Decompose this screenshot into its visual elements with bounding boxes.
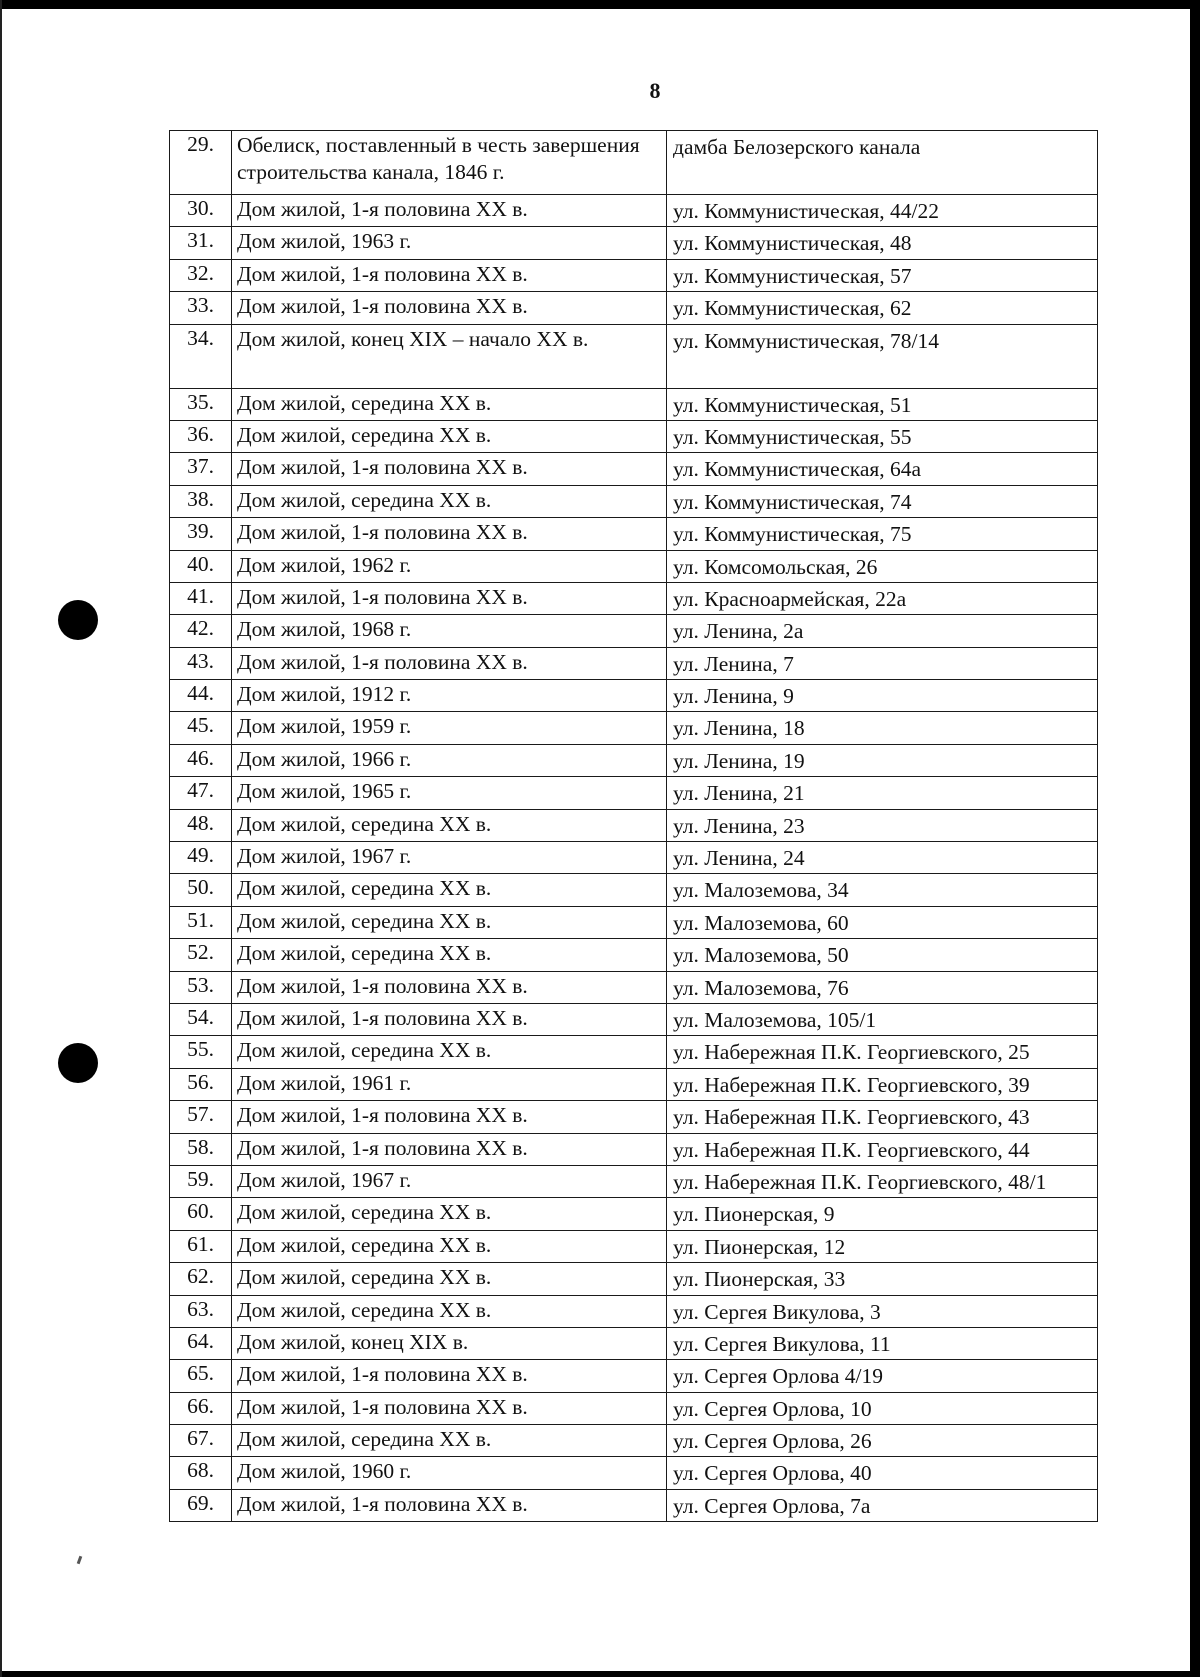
scan-edge-left [0, 0, 2, 1677]
object-address: ул. Ленина, 23 [667, 809, 1098, 841]
object-description: Дом жилой, 1960 г. [232, 1457, 667, 1489]
table-row [170, 777, 1098, 809]
object-description: Дом жилой, середина XX в. [232, 1230, 667, 1262]
object-description: Дом жилой, 1-я половина XX в. [232, 971, 667, 1003]
punch-hole [58, 600, 98, 640]
object-address: ул. Ленина, 9 [667, 680, 1098, 712]
table-row [170, 1392, 1098, 1424]
row-number: 49. [170, 842, 232, 874]
table-row [170, 680, 1098, 712]
object-address: ул. Ленина, 24 [667, 842, 1098, 874]
row-number: 31. [170, 227, 232, 259]
row-number: 43. [170, 647, 232, 679]
row-number: 62. [170, 1263, 232, 1295]
table-row [170, 971, 1098, 1003]
object-address: ул. Набережная П.К. Георгиевского, 39 [667, 1068, 1098, 1100]
table-row [170, 388, 1098, 420]
table-row [170, 1489, 1098, 1521]
table-row [170, 227, 1098, 259]
row-number: 67. [170, 1425, 232, 1457]
table-row [170, 1068, 1098, 1100]
row-number: 30. [170, 195, 232, 227]
row-number: 54. [170, 1003, 232, 1035]
scan-speck [77, 1556, 83, 1565]
row-number: 57. [170, 1101, 232, 1133]
object-description: Дом жилой, 1-я половина XX в. [232, 1133, 667, 1165]
row-number: 29. [170, 131, 232, 195]
object-address: ул. Малоземова, 34 [667, 874, 1098, 906]
table-row [170, 1133, 1098, 1165]
row-number: 52. [170, 939, 232, 971]
object-description: Дом жилой, 1-я половина XX в. [232, 453, 667, 485]
row-number: 63. [170, 1295, 232, 1327]
object-address: ул. Сергея Орлова, 40 [667, 1457, 1098, 1489]
row-number: 68. [170, 1457, 232, 1489]
row-number: 53. [170, 971, 232, 1003]
object-address: ул. Сергея Викулова, 11 [667, 1327, 1098, 1359]
object-address: ул. Набережная П.К. Георгиевского, 44 [667, 1133, 1098, 1165]
object-address: ул. Малоземова, 50 [667, 939, 1098, 971]
object-description: Дом жилой, 1-я половина XX в. [232, 1392, 667, 1424]
object-address: ул. Набережная П.К. Георгиевского, 43 [667, 1101, 1098, 1133]
row-number: 65. [170, 1360, 232, 1392]
row-number: 39. [170, 518, 232, 550]
object-address: ул. Коммунистическая, 62 [667, 292, 1098, 324]
object-description: Дом жилой, 1-я половина XX в. [232, 1360, 667, 1392]
object-address: ул. Коммунистическая, 55 [667, 420, 1098, 452]
object-description: Дом жилой, конец XIX в. [232, 1327, 667, 1359]
table-row [170, 292, 1098, 324]
object-description: Дом жилой, середина XX в. [232, 485, 667, 517]
monuments-table [169, 130, 1098, 1522]
scan-edge-bottom [0, 1671, 1200, 1677]
object-address: ул. Ленина, 19 [667, 744, 1098, 776]
object-description: Дом жилой, середина XX в. [232, 1263, 667, 1295]
object-description: Дом жилой, 1-я половина XX в. [232, 195, 667, 227]
row-number: 56. [170, 1068, 232, 1100]
object-description: Дом жилой, 1-я половина XX в. [232, 259, 667, 291]
table-row [170, 550, 1098, 582]
object-description: Дом жилой, середина XX в. [232, 1295, 667, 1327]
object-address: ул. Ленина, 21 [667, 777, 1098, 809]
table-row [170, 1230, 1098, 1262]
row-number: 50. [170, 874, 232, 906]
table-row [170, 842, 1098, 874]
object-address: ул. Коммунистическая, 75 [667, 518, 1098, 550]
table-row [170, 1295, 1098, 1327]
row-number: 38. [170, 485, 232, 517]
table-row [170, 939, 1098, 971]
object-description: Дом жилой, 1-я половина XX в. [232, 1101, 667, 1133]
object-address: ул. Пионерская, 33 [667, 1263, 1098, 1295]
table-row [170, 582, 1098, 614]
row-number: 37. [170, 453, 232, 485]
table-row [170, 874, 1098, 906]
object-description: Дом жилой, 1963 г. [232, 227, 667, 259]
object-address: ул. Пионерская, 12 [667, 1230, 1098, 1262]
object-address: ул. Коммунистическая, 78/14 [667, 324, 1098, 388]
object-description: Обелиск, поставленный в честь завершения строительства канала, 1846 г. [232, 131, 667, 195]
table-row [170, 324, 1098, 388]
object-description: Дом жилой, 1912 г. [232, 680, 667, 712]
row-number: 34. [170, 324, 232, 388]
row-number: 47. [170, 777, 232, 809]
table-row [170, 809, 1098, 841]
page-number: 8 [649, 78, 661, 103]
table-row [170, 615, 1098, 647]
row-number: 60. [170, 1198, 232, 1230]
object-address: ул. Пионерская, 9 [667, 1198, 1098, 1230]
object-address: ул. Сергея Викулова, 3 [667, 1295, 1098, 1327]
scan-edge-right [1190, 0, 1200, 1677]
object-description: Дом жилой, 1-я половина XX в. [232, 582, 667, 614]
row-number: 41. [170, 582, 232, 614]
object-address: ул. Коммунистическая, 48 [667, 227, 1098, 259]
table-row [170, 518, 1098, 550]
object-address: ул. Коммунистическая, 74 [667, 485, 1098, 517]
object-address: ул. Ленина, 7 [667, 647, 1098, 679]
table-body [170, 131, 1098, 1522]
table-row [170, 485, 1098, 517]
table-row [170, 647, 1098, 679]
object-description: Дом жилой, 1-я половина XX в. [232, 518, 667, 550]
table-row [170, 1457, 1098, 1489]
row-number: 58. [170, 1133, 232, 1165]
row-number: 66. [170, 1392, 232, 1424]
row-number: 36. [170, 420, 232, 452]
row-number: 48. [170, 809, 232, 841]
object-description: Дом жилой, 1-я половина XX в. [232, 292, 667, 324]
table-row [170, 1425, 1098, 1457]
object-description: Дом жилой, середина XX в. [232, 388, 667, 420]
table-row [170, 453, 1098, 485]
table-row [170, 1327, 1098, 1359]
table-row [170, 1101, 1098, 1133]
row-number: 42. [170, 615, 232, 647]
object-address: ул. Сергея Орлова, 10 [667, 1392, 1098, 1424]
row-number: 35. [170, 388, 232, 420]
object-description: Дом жилой, 1966 г. [232, 744, 667, 776]
object-address: ул. Ленина, 2а [667, 615, 1098, 647]
object-description: Дом жилой, середина XX в. [232, 906, 667, 938]
object-address: ул. Малоземова, 105/1 [667, 1003, 1098, 1035]
object-address: ул. Сергея Орлова 4/19 [667, 1360, 1098, 1392]
row-number: 32. [170, 259, 232, 291]
row-number: 33. [170, 292, 232, 324]
object-description: Дом жилой, 1961 г. [232, 1068, 667, 1100]
row-number: 64. [170, 1327, 232, 1359]
object-address: ул. Малоземова, 76 [667, 971, 1098, 1003]
table-row [170, 712, 1098, 744]
object-description: Дом жилой, середина XX в. [232, 939, 667, 971]
object-address: ул. Коммунистическая, 44/22 [667, 195, 1098, 227]
row-number: 59. [170, 1165, 232, 1197]
object-description: Дом жилой, середина XX в. [232, 874, 667, 906]
table-row [170, 195, 1098, 227]
object-description: Дом жилой, середина XX в. [232, 1036, 667, 1068]
punch-hole [58, 1043, 98, 1083]
object-address: дамба Белозерского канала [667, 131, 1098, 195]
object-address: ул. Ленина, 18 [667, 712, 1098, 744]
object-description: Дом жилой, середина XX в. [232, 1198, 667, 1230]
object-description: Дом жилой, 1-я половина XX в. [232, 1003, 667, 1035]
object-address: ул. Коммунистическая, 57 [667, 259, 1098, 291]
object-description: Дом жилой, середина XX в. [232, 809, 667, 841]
row-number: 61. [170, 1230, 232, 1262]
table-row [170, 906, 1098, 938]
row-number: 46. [170, 744, 232, 776]
table-row [170, 744, 1098, 776]
table-row [170, 259, 1098, 291]
row-number: 44. [170, 680, 232, 712]
object-address: ул. Набережная П.К. Георгиевского, 25 [667, 1036, 1098, 1068]
scan-edge-top [0, 0, 1200, 9]
object-description: Дом жилой, 1967 г. [232, 842, 667, 874]
object-address: ул. Комсомольская, 26 [667, 550, 1098, 582]
object-description: Дом жилой, 1962 г. [232, 550, 667, 582]
table-row [170, 1263, 1098, 1295]
object-description: Дом жилой, 1-я половина XX в. [232, 1489, 667, 1521]
table-row [170, 1003, 1098, 1035]
row-number: 40. [170, 550, 232, 582]
object-address: ул. Красноармейская, 22а [667, 582, 1098, 614]
object-description: Дом жилой, середина XX в. [232, 1425, 667, 1457]
object-description: Дом жилой, 1959 г. [232, 712, 667, 744]
table-row [170, 1360, 1098, 1392]
table-row [170, 1198, 1098, 1230]
object-address: ул. Коммунистическая, 64а [667, 453, 1098, 485]
object-address: ул. Набережная П.К. Георгиевского, 48/1 [667, 1165, 1098, 1197]
row-number: 51. [170, 906, 232, 938]
table-row [170, 131, 1098, 195]
object-description: Дом жилой, середина XX в. [232, 420, 667, 452]
object-address: ул. Коммунистическая, 51 [667, 388, 1098, 420]
table-row [170, 1165, 1098, 1197]
object-description: Дом жилой, 1968 г. [232, 615, 667, 647]
table-row [170, 1036, 1098, 1068]
object-description: Дом жилой, 1-я половина XX в. [232, 647, 667, 679]
object-description: Дом жилой, 1965 г. [232, 777, 667, 809]
row-number: 55. [170, 1036, 232, 1068]
object-address: ул. Малоземова, 60 [667, 906, 1098, 938]
row-number: 69. [170, 1489, 232, 1521]
row-number: 45. [170, 712, 232, 744]
object-description: Дом жилой, конец XIX – начало XX в. [232, 324, 667, 388]
table-row [170, 420, 1098, 452]
object-description: Дом жилой, 1967 г. [232, 1165, 667, 1197]
object-address: ул. Сергея Орлова, 26 [667, 1425, 1098, 1457]
object-address: ул. Сергея Орлова, 7а [667, 1489, 1098, 1521]
